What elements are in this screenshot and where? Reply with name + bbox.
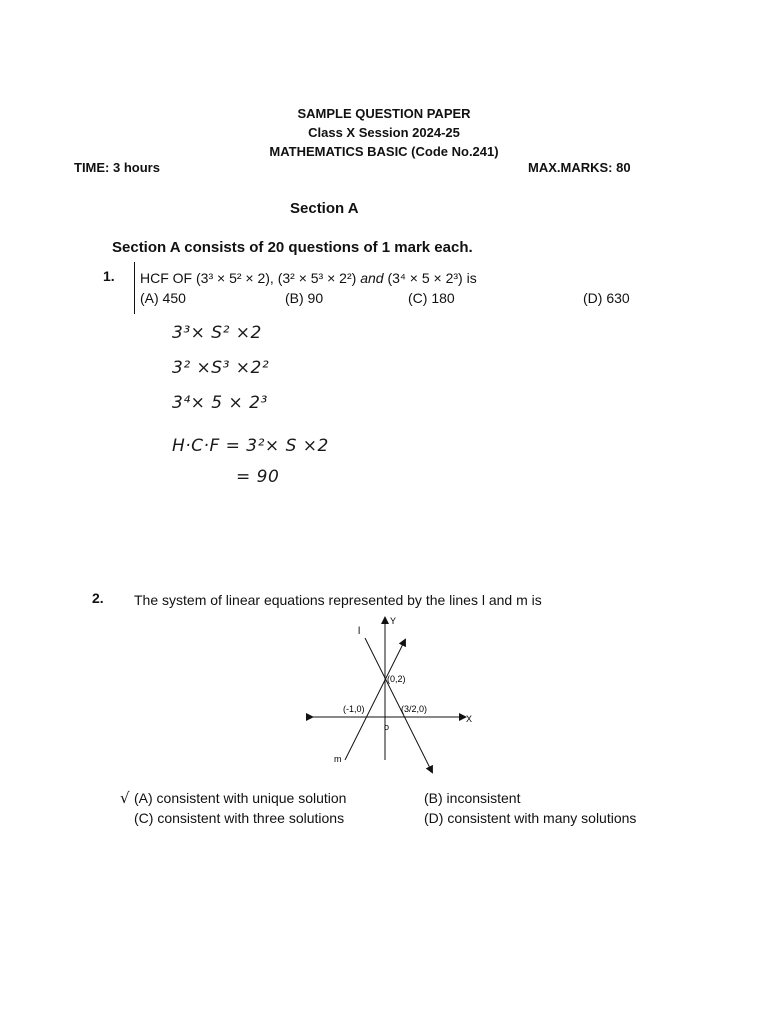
q2-option-b: (B) inconsistent [424,790,521,806]
q1-stem-suffix: is [462,270,477,286]
label-point-left: (-1,0) [343,704,365,714]
q1-expr2: (3² × 5³ × 2²) [277,270,357,286]
q2-stem: The system of linear equations represented by the lines l and m is [134,592,542,608]
q1-and-word: and [360,270,384,286]
class-session: Class X Session 2024-25 [308,125,460,140]
q1-bracket-line [134,262,135,314]
q2-option-c: (C) consistent with three solutions [134,810,345,826]
q2-graph [300,610,480,785]
q1-option-a: (A) 450 [140,290,186,306]
q1-option-c: (C) 180 [408,290,455,306]
q2-number: 2. [92,590,104,606]
q2-tick-mark: √ [120,789,130,807]
section-title: Section A [290,200,359,217]
label-origin: o [384,722,390,732]
paper-title: SAMPLE QUESTION PAPER [297,106,471,121]
time-label: TIME: 3 hours [74,160,160,175]
label-l: l [358,626,361,637]
q1-number: 1. [103,268,115,284]
q2-option-a: (A) consistent with unique solution [134,790,347,806]
q1-expr1: (3³ × 5² × 2), [196,270,274,286]
label-x: X [466,714,473,724]
label-y: Y [390,616,397,626]
q1-option-b: (B) 90 [285,290,324,306]
label-point-right: (3/2,0) [401,704,428,714]
q1-working-line5: = 90 [236,467,280,487]
q1-expr3: (3⁴ × 5 × 2³) [387,270,463,286]
section-instruction: Section A consists of 20 questions of 1 mark each. [112,239,473,256]
q1-working-line3: 3⁴× 5 × 2³ [172,393,268,413]
label-point-top: (0,2) [387,674,406,684]
max-marks-label: MAX.MARKS: 80 [528,160,631,175]
q1-stem [140,270,477,286]
q1-working-line2: 3² ×S³ ×2² [172,358,270,378]
q1-stem-prefix: HCF OF [140,270,196,286]
q1-working-line4: H·C·F = 3²× S ×2 [172,436,329,456]
q2-option-d: (D) consistent with many solutions [424,810,637,826]
subject-line: MATHEMATICS BASIC (Code No.241) [269,144,499,159]
label-m: m [334,754,342,764]
q1-working-line1: 3³× S² ×2 [172,323,262,343]
q1-option-d: (D) 630 [583,290,630,306]
